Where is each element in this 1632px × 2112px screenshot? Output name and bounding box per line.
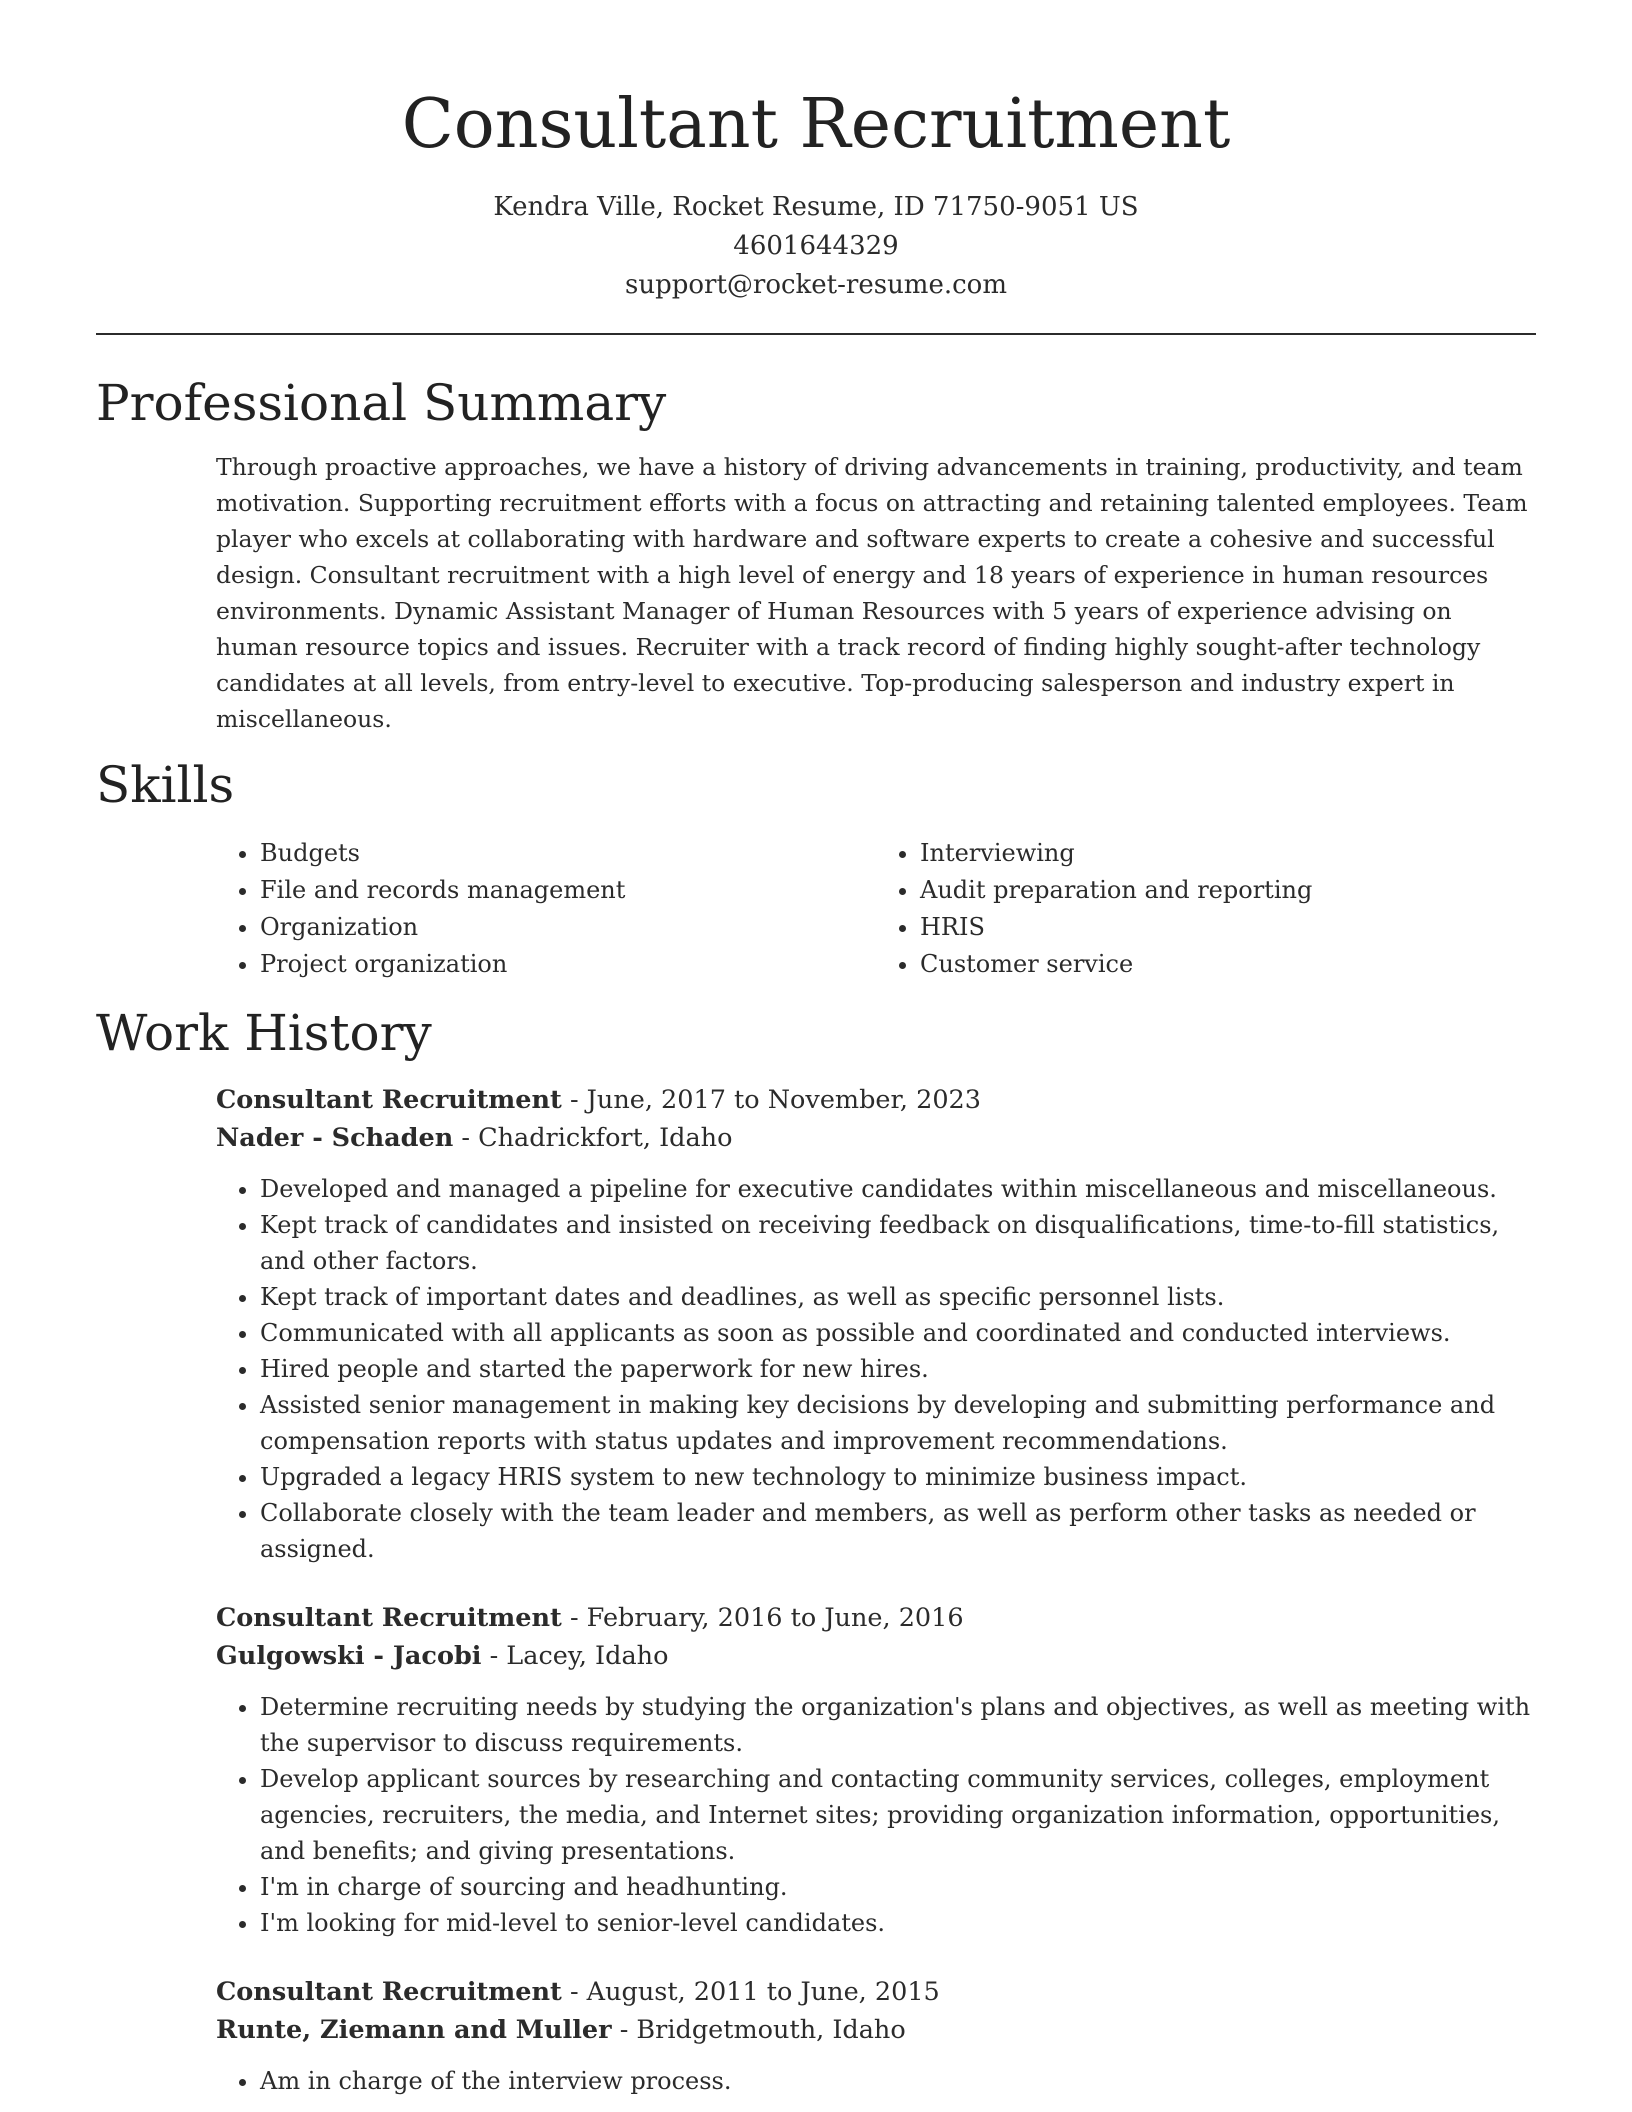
job-duties: [216, 2063, 1536, 2099]
job-heading: [216, 1599, 1536, 1637]
job-duty: • I'm looking for mid-level to senior-level candidates.: [260, 1905, 1536, 1941]
address: Kendra Ville, Rocket Resume, ID 71750-9051 US: [493, 191, 1139, 222]
company-name: Nader - Schaden: [216, 1122, 454, 1153]
job-duty: • Am in charge of the interview process.: [260, 2063, 1536, 2099]
job-employer: [216, 2011, 1536, 2049]
company-name: Gulgowski - Jacobi: [216, 1640, 482, 1671]
skill-item: • Audit preparation and reporting: [920, 872, 1536, 909]
job-heading: [216, 1973, 1536, 2011]
section-title-work-history: Work History: [96, 1003, 432, 1062]
phone: 4601644329: [733, 230, 899, 261]
header-divider: [96, 333, 1536, 335]
job-title: Consultant Recruitment: [216, 1602, 562, 1633]
job-title: Consultant Recruitment: [216, 1084, 562, 1115]
job-location: - Chadrickfort, Idaho: [453, 1122, 733, 1153]
skill-item: • HRIS: [920, 909, 1536, 946]
job-duties: [216, 1171, 1536, 1567]
job-dates: - February, 2016 to June, 2016: [561, 1602, 964, 1633]
job-duty: • Assisted senior management in making key decisions by developing and submitting performance and compensation reports with status updates and improvement recommendations.: [260, 1387, 1536, 1459]
job-duty: • Kept track of important dates and deadlines, as well as specific personnel lists.: [260, 1279, 1536, 1315]
skill-item: • Customer service: [920, 946, 1536, 983]
job-duty: • Kept track of candidates and insisted on receiving feedback on disqualifications, time-to-fill statistics, and other factors.: [260, 1207, 1536, 1279]
job-entry: [216, 1973, 1536, 2099]
skill-item: • Interviewing: [920, 835, 1536, 872]
skill-item: • Project organization: [260, 946, 876, 983]
job-title: Consultant Recruitment: [216, 1976, 562, 2007]
company-name: Runte, Ziemann and Muller: [216, 2014, 612, 2045]
skill-item: • Organization: [260, 909, 876, 946]
job-location: - Bridgetmouth, Idaho: [611, 2014, 906, 2045]
job-duty: • Communicated with all applicants as soon as possible and coordinated and conducted interviews.: [260, 1315, 1536, 1351]
job-dates: - June, 2017 to November, 2023: [561, 1084, 981, 1115]
job-duty: • Collaborate closely with the team leader and members, as well as perform other tasks as needed or assigned.: [260, 1495, 1536, 1567]
job-employer: [216, 1637, 1536, 1675]
candidate-name: Consultant Recruitment: [401, 85, 1231, 164]
skills-list: [216, 835, 1536, 983]
job-dates: - August, 2011 to June, 2015: [561, 1976, 940, 2007]
job-entry: [216, 1081, 1536, 1567]
job-location: - Lacey, Idaho: [481, 1640, 669, 1671]
contact-info: [0, 188, 1632, 305]
email: support@rocket-resume.com: [624, 269, 1007, 300]
job-duty: • Determine recruiting needs by studying the organization's plans and objectives, as well as meeting with the supervisor to discuss requirements.: [260, 1689, 1536, 1761]
skill-item: • Budgets: [260, 835, 876, 872]
job-duty: • Upgraded a legacy HRIS system to new technology to minimize business impact.: [260, 1459, 1536, 1495]
job-duty: • I'm in charge of sourcing and headhunting.: [260, 1869, 1536, 1905]
skills-column-right: [876, 835, 1536, 983]
job-heading: [216, 1081, 1536, 1119]
job-employer: [216, 1119, 1536, 1157]
job-entry: [216, 1599, 1536, 1941]
summary-text: Through proactive approaches, we have a history of driving advancements in training, productivity, and team motivation. Supporting recruitment efforts with a focus on attracting and retaining talented employees. Team player who excels at collaborating with hardware and software experts to create a cohesive and successful design. Consultant recruitment with a high level of energy and 18 years of experience in human resources environments. Dynamic Assistant Manager of Human Resources with 5 years of experience advising on human resource topics and issues. Recruiter with a track record of finding highly sought-after technology candidates at all levels, from entry-level to executive. Top-producing salesperson and industry expert in miscellaneous.: [216, 452, 1528, 733]
skill-item: • File and records management: [260, 872, 876, 909]
job-duty: • Hired people and started the paperwork for new hires.: [260, 1351, 1536, 1387]
skills-column-left: [216, 835, 876, 983]
resume-header: [0, 0, 1632, 305]
section-title-skills: Skills: [96, 755, 235, 814]
job-duty: • Develop applicant sources by researching and contacting community services, colleges, employment agencies, recruiters, the media, and Internet sites; providing organization information, opportunities, and benefits; and giving presentations.: [260, 1761, 1536, 1869]
job-duties: [216, 1689, 1536, 1941]
section-title-summary: Professional Summary: [96, 373, 667, 432]
job-duty: • Developed and managed a pipeline for executive candidates within miscellaneous and miscellaneous.: [260, 1171, 1536, 1207]
